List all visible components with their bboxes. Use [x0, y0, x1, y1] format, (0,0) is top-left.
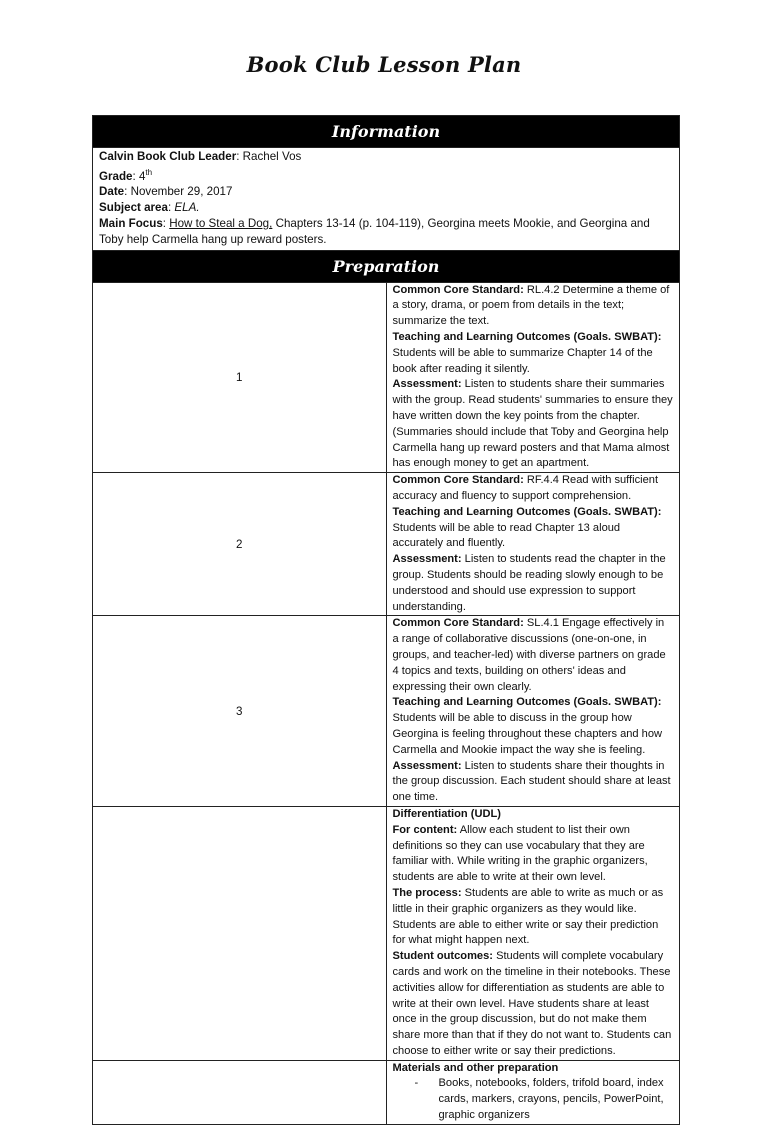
row-number: 3	[93, 616, 387, 807]
tlo-label: Teaching and Learning Outcomes (Goals. SWBAT):	[392, 331, 662, 344]
assessment-label: Assessment:	[392, 759, 462, 772]
date-line: Date: November 29, 2017	[99, 185, 233, 199]
ccs-label: Common Core Standard:	[392, 283, 524, 296]
tlo-label: Teaching and Learning Outcomes (Goals. SWBAT):	[392, 505, 662, 518]
standard-content	[386, 282, 680, 473]
standard-content	[386, 616, 680, 807]
date-value: November 29, 2017	[130, 185, 233, 199]
assessment-label: Assessment:	[392, 378, 462, 391]
row-number: 2	[93, 473, 387, 616]
ccs-text: RL.4.2 Determine a theme of a story, drama, or poem from details in the text; summarize the text.	[392, 283, 670, 328]
standard-row	[93, 282, 680, 473]
assessment-text: Listen to students read the chapter in the group. Students should be reading slowly enough to be understood and should use expression to support understanding.	[392, 553, 666, 613]
subject-value: ELA.	[174, 201, 200, 215]
tlo-text: Students will be able to discuss in the group how Georgina is feeling throughout these chapters and how Carmella and Mookie impact the way she is feeling.	[392, 712, 663, 756]
for-content-label: For content:	[392, 823, 458, 836]
leader-line: Calvin Book Club Leader: Rachel Vos	[99, 150, 302, 163]
grade-label: Grade	[99, 169, 133, 183]
tlo-text: Students will be able to summarize Chapter 14 of the book after reading it silently.	[392, 346, 653, 375]
process-label: The process:	[392, 886, 462, 899]
materials-list	[393, 1076, 674, 1123]
assessment-label: Assessment:	[392, 553, 462, 566]
leader-value: Rachel Vos	[242, 150, 302, 163]
ccs-label: Common Core Standard:	[392, 474, 524, 487]
differentiation-row	[93, 806, 680, 1060]
information-heading: Information	[93, 116, 680, 148]
ccs-text: RF.4.4 Read with sufficient accuracy and fluency to support comprehension.	[392, 474, 659, 502]
page-title: Book Club Lesson Plan	[246, 52, 522, 77]
focus-book-title: How to Steal a Dog,	[169, 217, 273, 231]
tlo-label: Teaching and Learning Outcomes (Goals. SWBAT):	[392, 696, 662, 709]
row-number: 1	[93, 282, 387, 473]
materials-content	[386, 1060, 680, 1124]
lesson-plan-table	[92, 115, 680, 1125]
standard-content	[386, 473, 680, 616]
information-cell	[93, 148, 680, 251]
materials-heading: Materials and other preparation	[392, 1061, 559, 1074]
student-outcomes-text: Students will complete vocabulary cards and work on the timeline in their notebooks. These activities allow for differentiation as students are able to write at their own level. Have students share at least once in the group discussion, but do not make them share more than that if they do not want to. Students can choose to either write or say their predictions.	[392, 950, 672, 1057]
materials-row	[93, 1060, 680, 1124]
differentiation-heading: Differentiation (UDL)	[392, 807, 501, 820]
list-item: - Books, notebooks, folders, trifold board, index cards, markers, crayons, pencils, PowerPoint, graphic organizers	[393, 1076, 674, 1123]
differentiation-content	[386, 806, 680, 1060]
ccs-label: Common Core Standard:	[392, 617, 524, 630]
standard-row	[93, 616, 680, 807]
focus-line: Main Focus: How to Steal a Dog, Chapters 13-14 (p. 104-119), Georgina meets Mookie, and Georgina and Toby help Carmella hang up reward posters.	[99, 217, 650, 246]
process-text: Students are able to write as much or as little in their graphic organizers as they would like. Students are able to either write or say their prediction for what might happen next.	[392, 886, 664, 947]
row-number-empty	[93, 806, 387, 1060]
grade-value: 4	[138, 169, 146, 183]
ccs-text: SL.4.1 Engage effectively in a range of collaborative discussions (one-on-one, in groups, and teacher-led) with diverse partners on grade 4 topics and texts, building on others' ideas and expressing their own clearly.	[392, 617, 666, 693]
student-outcomes-label: Student outcomes:	[392, 950, 493, 963]
preparation-heading: Preparation	[93, 250, 680, 282]
assessment-text: Listen to students share their thoughts in the group discussion. Each student should share at least one time.	[392, 759, 671, 804]
subject-label: Subject area	[99, 201, 168, 215]
standard-row	[93, 473, 680, 616]
grade-line: Grade: 4th	[99, 167, 153, 183]
grade-suffix: th	[145, 167, 153, 177]
row-number-empty	[93, 1060, 387, 1124]
leader-label: Calvin Book Club Leader	[99, 150, 237, 163]
subject-line: Subject area: ELA.	[99, 201, 200, 215]
date-label: Date	[99, 185, 125, 199]
assessment-text: Listen to students share their summaries with the group. Read students' summaries to ensure they have written down the key points from the chapter. (Summaries should include that Toby and Georgina help Carmella hang up reward posters and that Mama almost has enough money to get an apartment.	[392, 378, 673, 470]
tlo-text: Students will be able to read Chapter 13 aloud accurately and fluently.	[392, 521, 621, 550]
focus-label: Main Focus	[99, 217, 163, 231]
focus-description: Chapters 13-14 (p. 104-119), Georgina meets Mookie, and Georgina and Toby help Carmella hang up reward posters.	[99, 217, 650, 246]
for-content-text: Allow each student to list their own definitions so they can use vocabulary that they are familiar with. While writing in the graphic organizers, students are able to write at their own level.	[392, 823, 648, 884]
